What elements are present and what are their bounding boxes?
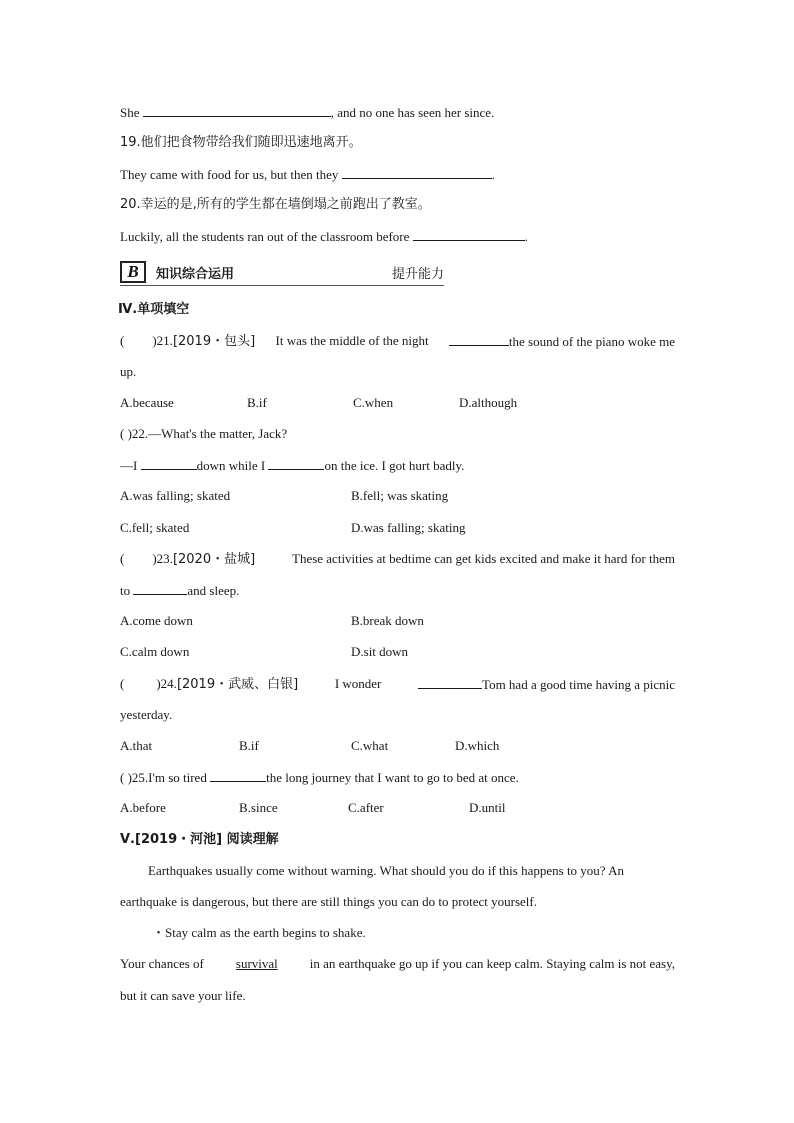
q24-blank[interactable]: [418, 676, 482, 689]
q18-end: , and no one has seen her since.: [330, 105, 495, 120]
section4-heading: Ⅳ.单项填空: [118, 302, 190, 317]
q25-stem: [120, 769, 519, 786]
q21-stem-b: the sound of the piano woke me: [508, 334, 675, 349]
q24-source: [2019・武威、白银]: [176, 677, 299, 692]
q20-blank[interactable]: [413, 228, 525, 241]
banner-title: 知识综合运用: [156, 267, 235, 282]
q24-blank-wrap: [418, 676, 675, 693]
q19-blank[interactable]: [342, 166, 492, 179]
q21-option-a[interactable]: A.because: [120, 395, 174, 410]
q23-paren: ( )23.[2020・盐城]: [120, 551, 256, 567]
q24-option-b[interactable]: B.if: [239, 738, 259, 753]
q22-reply: [120, 457, 464, 474]
q20-line: [120, 228, 528, 245]
q23-source: [2020・盐城]: [172, 552, 256, 567]
q22-end: on the ice. I got hurt badly.: [324, 458, 465, 473]
q22-dash: —I: [120, 458, 138, 473]
passage-para-2-a: Your chances of: [120, 956, 204, 971]
q25-option-c[interactable]: C.after: [348, 800, 384, 815]
q21-option-d[interactable]: D.although: [459, 395, 518, 410]
q19-chinese: 19.他们把食物带给我们随即迅速地离开。: [120, 135, 362, 150]
q25-option-d[interactable]: D.until: [469, 800, 506, 815]
passage-para-1: Earthquakes usually come without warning. What should you do if this happens to you? An: [148, 863, 624, 878]
q19-end: .: [491, 167, 495, 182]
q24-stem: [120, 676, 675, 693]
q20-chinese: 20.幸运的是,所有的学生都在墙倒塌之前跑出了教室。: [120, 197, 431, 212]
q22-stem: ( )22.—What's the matter, Jack?: [120, 426, 288, 441]
q18-line: [120, 104, 494, 121]
q21-stem-a: It was the middle of the night: [275, 333, 429, 348]
q22-option-b[interactable]: B.fell; was skating: [351, 488, 449, 503]
passage-bullet: ・Stay calm as the earth begins to shake.: [152, 925, 366, 940]
q23-cont-a: to: [120, 583, 131, 598]
q22-blank-1[interactable]: [141, 457, 197, 470]
q21-option-c[interactable]: C.when: [353, 395, 394, 410]
q23-cont-b: and sleep.: [187, 583, 240, 598]
q24-stem-a: I wonder: [334, 676, 382, 691]
q19-start: They came with food for us, but then they: [120, 167, 339, 182]
q22-option-a[interactable]: A.was falling; skated: [120, 488, 231, 503]
q23-blank[interactable]: [133, 582, 187, 595]
survival-underlined-word: survival: [235, 956, 278, 971]
q22-option-c[interactable]: C.fell; skated: [120, 520, 190, 535]
q22-option-d[interactable]: D.was falling; skating: [351, 520, 466, 535]
passage-para-1-cont: earthquake is dangerous, but there are still things you can do to protect yourself.: [120, 894, 537, 909]
q23-option-b[interactable]: B.break down: [351, 613, 424, 628]
q21-source: [2019・包头]: [172, 334, 256, 349]
passage-para-2: [120, 956, 675, 972]
q23-cont: [120, 582, 239, 599]
banner-right-label: 提升能力: [391, 267, 444, 282]
q24-option-c[interactable]: C.what: [351, 738, 389, 753]
q21-cont: up.: [120, 364, 137, 379]
q23-option-c[interactable]: C.calm down: [120, 644, 190, 659]
q22-blank-2[interactable]: [268, 457, 324, 470]
section5-heading: Ⅴ.[2019・河池] 阅读理解: [120, 832, 279, 847]
q21-paren: ( )21.[2019・包头]: [120, 333, 256, 349]
q25-end: the long journey that I want to go to bed at once.: [266, 770, 519, 785]
q24-option-d[interactable]: D.which: [455, 738, 500, 753]
q23-option-d[interactable]: D.sit down: [351, 644, 409, 659]
q21-blank[interactable]: [449, 333, 509, 346]
q24-stem-b: Tom had a good time having a picnic: [482, 677, 675, 692]
q22-mid: down while I: [196, 458, 266, 473]
q21-stem: [120, 333, 675, 350]
passage-para-2-cont: but it can save your life.: [120, 988, 246, 1003]
passage-para-2-b: in an earthquake go up if you can keep calm. Staying calm is not easy,: [309, 956, 675, 971]
q24-option-a[interactable]: A.that: [120, 738, 153, 753]
q18-start: She: [120, 105, 140, 120]
q23-option-a[interactable]: A.come down: [120, 613, 193, 628]
q19-line: [120, 166, 495, 183]
q25-blank[interactable]: [210, 769, 266, 782]
section-banner: [120, 259, 444, 286]
q25-option-a[interactable]: A.before: [120, 800, 166, 815]
q23-stem: [120, 551, 675, 568]
q20-start: Luckily, all the students ran out of the classroom before: [120, 229, 410, 244]
q18-blank[interactable]: [143, 104, 331, 117]
q25-lead: ( )25.I'm so tired: [120, 770, 207, 785]
q23-stem-text: These activities at bedtime can get kids excited and make it hard for them: [292, 551, 675, 566]
q25-option-b[interactable]: B.since: [239, 800, 278, 815]
section-b-badge-icon: B: [120, 261, 146, 283]
q21-blank-wrap: [449, 333, 675, 350]
q24-paren: ( )24.[2019・武威、白银]: [120, 676, 299, 692]
q21-option-b[interactable]: B.if: [247, 395, 267, 410]
q24-cont: yesterday.: [120, 707, 173, 722]
q20-end: .: [524, 229, 528, 244]
